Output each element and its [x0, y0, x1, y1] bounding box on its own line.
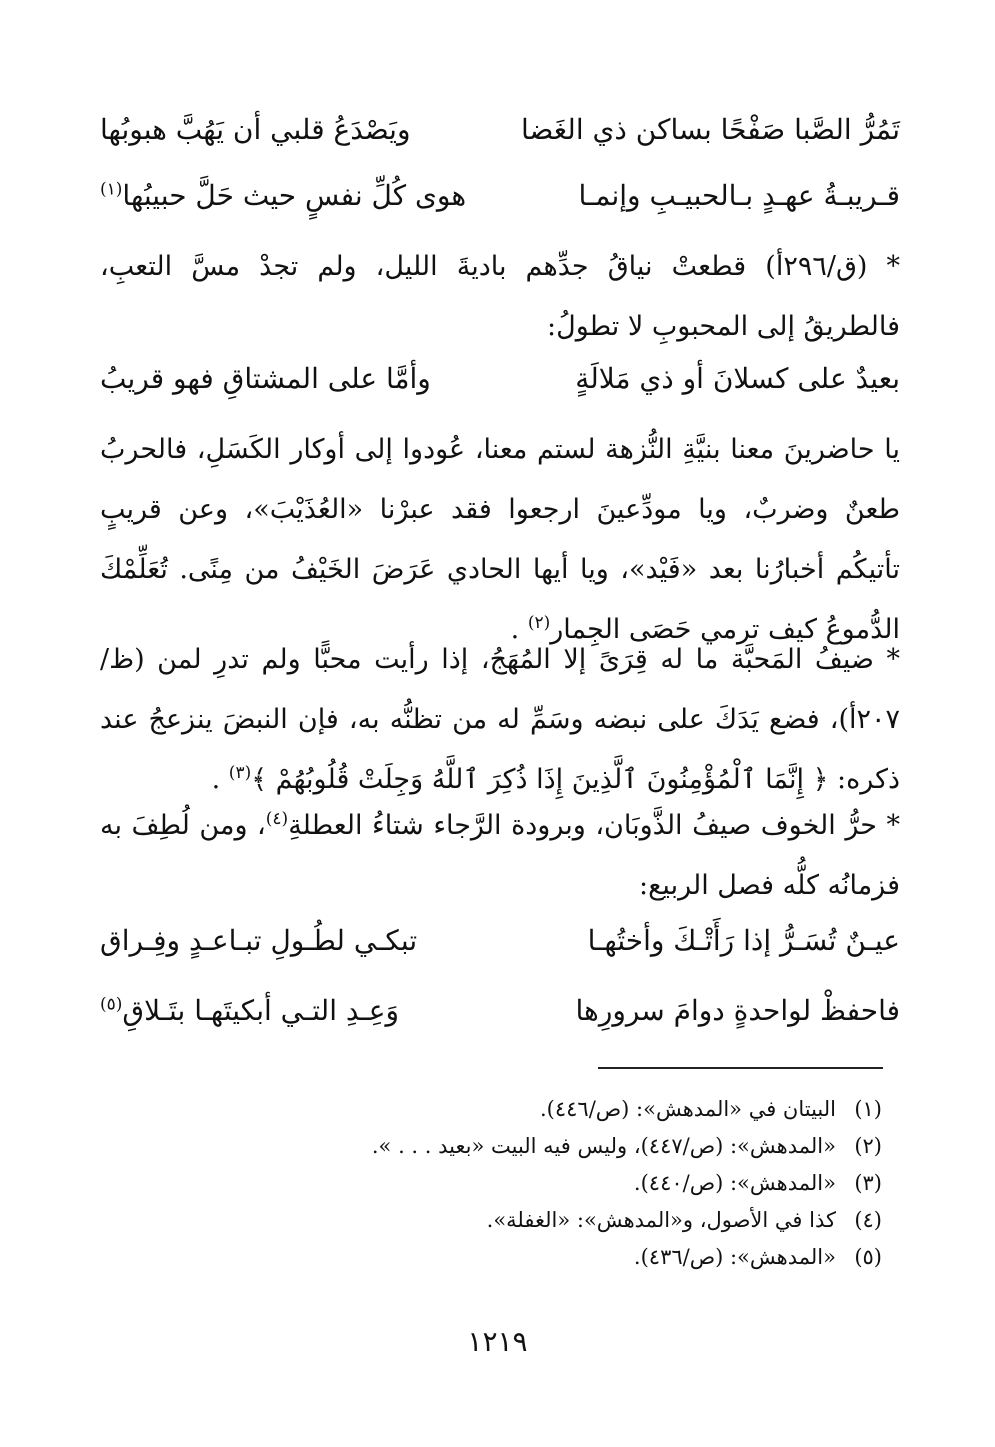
footnote-text: «المدهش»: (ص/٤٤٧)، وليس فيه البيت «بعيد . . . ».	[371, 1133, 836, 1158]
verse-line	[100, 348, 900, 408]
footnote-number: (٤)	[854, 1207, 882, 1232]
footnote-item	[300, 1127, 882, 1164]
verse-hemistich-right: تَمُرُّ الصَّبا صَفْحًا بساكن ذي الغَضا	[520, 112, 900, 146]
verse-hemistich-right: عيـنٌ تُسَـرُّ إذا رَأَتْـكَ وأختُهـا	[587, 923, 900, 957]
footnote-number: (٢)	[854, 1133, 882, 1158]
footnote-item	[300, 1201, 882, 1238]
footnote-number: (١)	[854, 1096, 882, 1121]
footnote-item	[300, 1164, 882, 1201]
paragraph-end: .	[211, 764, 229, 795]
verse-hemistich-right: فاحفظْ لواحدةٍ دوامَ سرورِها	[575, 993, 900, 1027]
verse-hemistich-left	[100, 179, 466, 212]
footnote-marker: (٢)	[527, 613, 551, 633]
verse-hemistich-right: قـريبـةُ عهـدٍ بـالحبيـبِ وإنمـا	[578, 178, 900, 212]
paragraph	[100, 420, 900, 660]
verse-hemistich-left	[100, 994, 399, 1027]
footnotes	[300, 1090, 882, 1275]
paragraph	[100, 630, 900, 810]
paragraph-text: يا حاضرينَ معنا بنيَّةِ النُّزهة لستم معنا، عُودوا إلى أوكار الكَسَلِ، فالحربُ طعنٌ وضربٌ، ويا مودِّعينَ ارجعوا فقد عبرْنا «العُذَيْبَ»، وعن قريبٍ تأتيكُم أخبارُنا بعد «فَيْد»، ويا أيها الحادي عَرَضَ الخَيْفُ من مِنًى. تُعَلِّمْكَ الدُّموعُ كيف ترمي حَصَى الجِمار	[100, 434, 900, 645]
footnote-marker: (٤)	[265, 809, 289, 829]
paragraph-end: ، ومن لُطِفَ به فزمانُه كلُّه فصل الربيع:	[100, 810, 900, 901]
footnote-item	[300, 1090, 882, 1127]
verse-line	[100, 165, 900, 225]
footnote-marker: (٣)	[228, 763, 252, 783]
footnote-number: (٥)	[854, 1244, 882, 1269]
footnote-text: «المدهش»: (ص/٤٣٦).	[633, 1244, 836, 1269]
verse-line	[100, 99, 900, 159]
paragraph	[100, 796, 900, 916]
footnote-text: البيتان في «المدهش»: (ص/٤٤٦).	[539, 1096, 836, 1121]
verse-hemistich-right: بعيدٌ على كسلانَ أو ذي مَلالَةٍ	[575, 361, 900, 395]
hemistich-text: هوى كُلِّ نفسٍ حيث حَلَّ حبيبُها	[122, 178, 467, 212]
paragraph-end: .	[510, 614, 528, 645]
verse-line	[100, 910, 900, 970]
footnote-text: «المدهش»: (ص/٤٤٠).	[633, 1170, 836, 1195]
paragraph: * (ق/٢٩٦أ) قطعتْ نياقُ جدِّهم باديةَ الليل، ولم تجدْ مسَّ التعبِ، فالطريقُ إلى المحبوبِ لا تطولُ:	[100, 251, 900, 342]
verse-hemistich-left: ويَصْدَعُ قلبي أن يَهُبَّ هبوبُها	[100, 112, 411, 146]
footnote-marker: (١)	[100, 179, 123, 200]
footnote-marker: (٥)	[100, 994, 123, 1015]
verse-line	[100, 980, 900, 1040]
footnote-separator	[598, 1067, 883, 1069]
footnote-text: كذا في الأصول، و«المدهش»: «الغفلة».	[486, 1207, 836, 1232]
verse-hemistich-left: تبكـي لطُـولِ تبـاعـدٍ وفِـراق	[100, 923, 418, 957]
footnote-number: (٣)	[854, 1170, 882, 1195]
verse-hemistich-left: وأمَّا على المشتاقِ فهو قريبُ	[100, 361, 431, 395]
page-number: ١٢١٩	[467, 1325, 528, 1358]
paragraph-text: * حرُّ الخوف صيفُ الذَّوبَان، وبرودة الرَّجاء شتاءُ العطلةِ	[288, 810, 900, 841]
footnote-item	[300, 1238, 882, 1275]
paragraph-text: * ضيفُ المَحبَّة ما له قِرَىً إلا المُهَجُ، إذا رأيت محبًّا ولم تدرِ لمن (ظ/٢٠٧أ)، فضع يَدَكَ على نبضه وسَمِّ له من تظنُّه به، فإن النبضَ ينزعجُ عند ذكره: ﴿ إِنَّمَا ٱلْمُؤْمِنُونَ ٱلَّذِينَ إِذَا ذُكِرَ ٱللَّهُ وَجِلَتْ قُلُوبُهُمْ ﴾	[100, 644, 900, 795]
hemistich-text: وَعِـدِ التـي أبكيتَهـا بتَـلاقِ	[122, 993, 400, 1027]
